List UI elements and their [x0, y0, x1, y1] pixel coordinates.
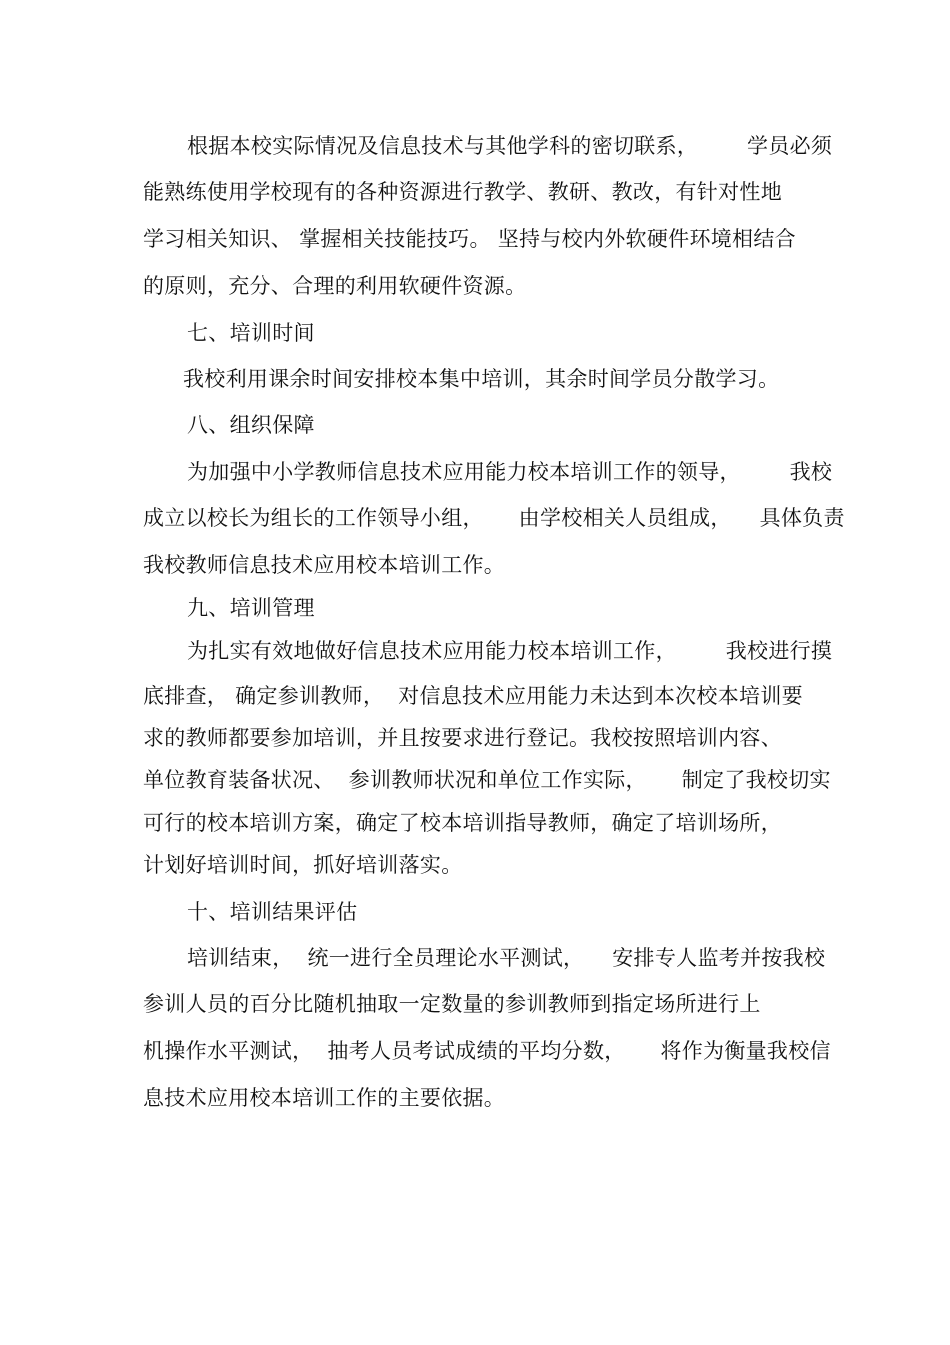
paragraph-line: 根据本校实际情况及信息技术与其他学科的密切联系， 学员必须 — [187, 134, 833, 158]
paragraph-line: 学习相关知识、 掌握相关技能技巧。 坚持与校内外软硬件环境相结合 — [143, 227, 796, 251]
paragraph-line: 可行的校本培训方案，确定了校本培训指导教师，确定了培训场所， — [143, 811, 782, 835]
section-heading: 十、培训结果评估 — [187, 900, 358, 924]
paragraph-line: 单位教育装备状况、 参训教师状况和单位工作实际， 制定了我校切实 — [143, 768, 831, 792]
paragraph-line: 成立以校长为组长的工作领导小组， 由学校相关人员组成， 具体负责 — [143, 506, 845, 530]
paragraph-line: 求的教师都要参加培训，并且按要求进行登记。我校按照培训内容、 — [143, 726, 782, 750]
paragraph-line: 参训人员的百分比随机抽取一定数量的参训教师到指定场所进行上 — [143, 992, 761, 1016]
paragraph-line: 为扎实有效地做好信息技术应用能力校本培训工作， 我校进行摸 — [187, 639, 833, 663]
section-heading: 七、培训时间 — [187, 321, 315, 345]
paragraph-line: 底排查， 确定参训教师， 对信息技术应用能力未达到本次校本培训要 — [143, 684, 803, 708]
paragraph-line: 我校利用课余时间安排校本集中培训，其余时间学员分散学习。 — [183, 367, 780, 391]
paragraph-line: 的原则，充分、合理的利用软硬件资源。 — [143, 274, 527, 298]
paragraph-line: 培训结束， 统一进行全员理论水平测试， 安排专人监考并按我校 — [187, 946, 826, 970]
paragraph-line: 能熟练使用学校现有的各种资源进行教学、教研、教改，有针对性地 — [143, 180, 782, 204]
paragraph-line: 计划好培训时间，抓好培训落实。 — [143, 853, 463, 877]
paragraph-line: 息技术应用校本培训工作的主要依据。 — [143, 1086, 506, 1110]
paragraph-line: 为加强中小学教师信息技术应用能力校本培训工作的领导， 我校 — [187, 460, 833, 484]
section-heading: 八、组织保障 — [187, 413, 315, 437]
section-heading: 九、培训管理 — [187, 596, 315, 620]
paragraph-line: 机操作水平测试， 抽考人员考试成绩的平均分数， 将作为衡量我校信 — [143, 1039, 831, 1063]
paragraph-line: 我校教师信息技术应用校本培训工作。 — [143, 553, 506, 577]
